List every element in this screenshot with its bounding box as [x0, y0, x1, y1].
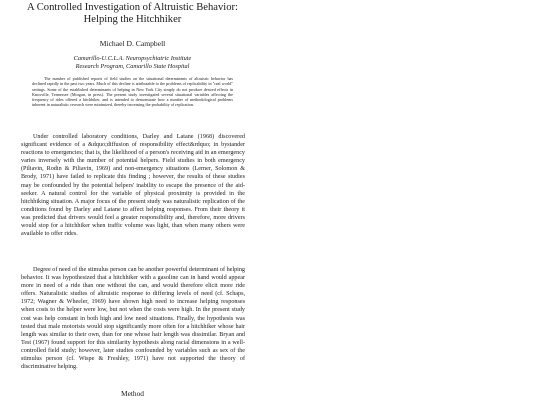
author-affiliation: [10, 55, 255, 71]
affiliation-line-2: Research Program, Camarillo State Hospital: [75, 63, 190, 70]
paragraph-2-text: Degree of need of the stimulus person can be another powerful determinant of helping behavior. It was hypothesized that a hitchhiker with a gasoline can in hand would appear more in need of a ride than one without the can, and would therefore elicit more ride offers. Naturalistic studies of altruistic response to differing levels of need (cf. Schaps, 1972; Wagner & Wheeler, 1969) have shown high need to increase helping responses when costs to the helper were low, but not when the costs were high. In the present study cost was help constant in both high and low need situations. Finally, the hypothesis was tested that male motorists would stop significantly more often for a hitchhiker whose hair length was similar to their own, than for one whose hair length was dissimilar. Bryan and Test (1967) found support for this similarity hypothesis along racial dimensions in a well-controlled field study; however, later studies confounded by variables such as sex of the stimulus person (cf. Wispe & Freshley, 1971) have not supported the theory of discriminative helping.: [21, 267, 245, 371]
abstract-body: The number of published reports of field studies on the situational determinants of altruistic behavior has declined rapidly in the past two years. Much of this decline is attributable to the problems of replicability in "real world" settings. Some of the established determinants of helping in New York City simply do not produce desired effects in Knoxville, Tennessee (Morgan, in press). The present study investigated several situational variables affecting the frequency of rides offered a hitchhiker, and is intended to demonstrate how a number of methodological problems inherent in naturalistic research were minimized, thereby increasing the probability of replication.: [32, 76, 233, 108]
body-paragraph-2: [21, 266, 245, 371]
paragraph-1-text: Under controlled laboratory conditions, Darley and Latane (1968) discovered significant evidence of a &dquo;diffusion of responsibility effect&rdquo; in bystander reactions to emergencies; that is, the likelihood of a person's receiving aid in an emergency varies inversely with the number of potential helpers. Field studies in both emergency (Piliavin, Rodin & Piliavin, 1969) and non-emergency situations (Lerner, Solomon & Brody, 1971) have failed to replicate this finding ; however, the results of these studies may be confounded by the potential helpers' inability to escape the presence of the aid-seeker. A natural control for the variable of physical proximity is provided in the hitchhiking situation. A major focus of the present study was naturalistic replication of the conditions found by Darley and Latane to affect helping responses. From their theory it was predicted that drivers would feel a greater responsibility and, therefore, more drivers would stop for a hitchhiker when traffic volume was light, than when many others were available to offer rides.: [21, 134, 245, 238]
author-name: Michael D. Campbell: [99, 39, 166, 48]
paper-title: A Controlled Investigation of Altruistic Behavior: Helping the Hitchhiker: [27, 2, 238, 25]
paper-page: [0, 0, 265, 405]
section-heading-method: Method: [121, 389, 144, 398]
affiliation-line-1: Camarillo-U.C.L.A. Neuropsychiatric Institute: [73, 55, 192, 62]
body-paragraph-1: [21, 133, 245, 238]
abstract-text: [32, 76, 233, 108]
